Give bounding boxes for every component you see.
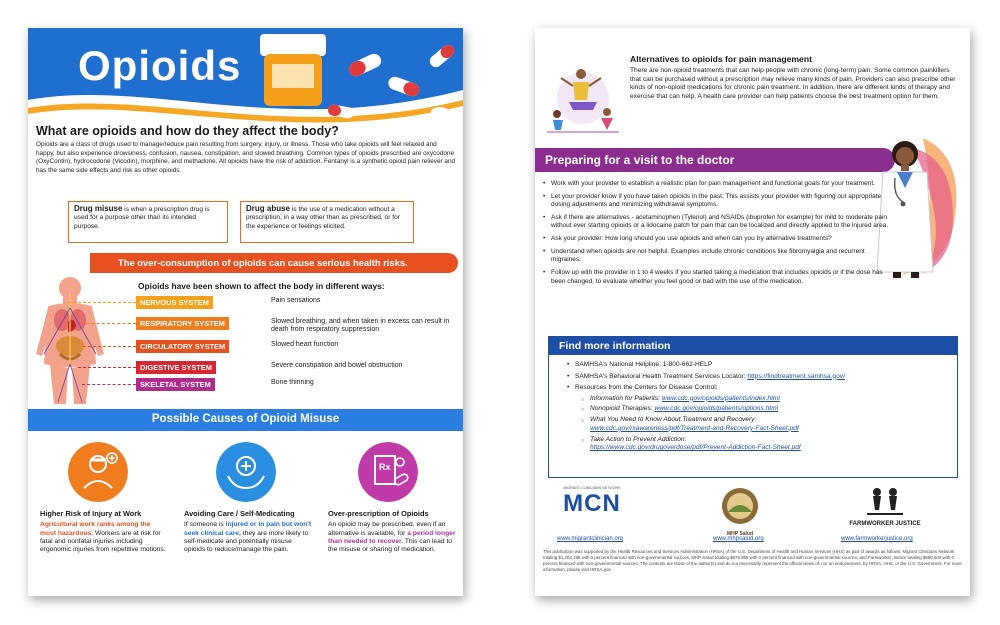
mhp-salud-logo <box>710 486 770 537</box>
intro-paragraph: Opioids are a class of drugs used to manage/reduce pain resulting from surgery, injury, or illness. Those who take opioids will feel relaxed and happy, but also experience drowsiness, confusion, nausea, constipation, and slowed breathing. Common types of opioids prescribed are oxycodone (OxyContin), hydrocodone (Vicodin), morphine, and methadone. All opioids have the risk of addiction. Fentanyl is a synthetic opioid pain reliever and has the same side effects and risk as other opioids. <box>36 141 456 174</box>
page-title: Opioids <box>78 42 242 89</box>
mhp-salud-url-link[interactable]: www.mhpsalud.org <box>713 536 764 542</box>
abuse-def: is the use of a medication without a prescription, in a way other than as prescribed, or for the experience or feelings elicited. <box>246 206 400 230</box>
svg-text:Rx: Rx <box>379 462 391 472</box>
doctor-visit-tips <box>543 180 891 291</box>
misuse-term: Drug misuse <box>74 204 123 213</box>
prescription-pills-icon <box>358 442 418 502</box>
cdc-link[interactable]: www.cdc.gov/opioids/patients/index.html <box>661 394 780 402</box>
cdc-link-label: Information for Patients: <box>590 394 662 402</box>
body-system-label: DIGESTIVE SYSTEM <box>136 361 216 374</box>
more-information-box <box>548 336 958 478</box>
body-system-label: CIRCULATORY SYSTEM <box>136 340 229 353</box>
tip-item: • Understand when opioids are not helpful. Examples include chronic conditions like fibromyalgia and recurrent migraines. <box>543 248 891 265</box>
body-system-effect: Slowed breathing, and when taken in excess can result in death from respiratory suppression <box>271 318 450 334</box>
cause-self-medicating-text: they are more likely to self-medicate and potentially misuse opioids to reduce/manage the pain. <box>184 529 309 554</box>
bottle-cap <box>260 34 326 56</box>
cdc-label: Resources from the Centers for Disease Control: <box>575 384 718 391</box>
cdc-link-item <box>581 436 947 453</box>
cdc-link-item <box>581 395 947 404</box>
body-system-label: NERVOUS SYSTEM <box>136 296 213 309</box>
locator-link[interactable]: https://findtreatment.samhsa.gov/ <box>747 372 845 380</box>
mhp-salud-wordmark: MHP Salud <box>726 531 754 537</box>
leader-line <box>86 323 136 324</box>
cdc-item <box>567 384 947 453</box>
resource-list <box>567 361 947 456</box>
cause-over-prescription-title: Over-prescription of Opioids <box>328 509 429 518</box>
tip-item: • Ask if there are alternatives - acetaminophen (Tylenol) and NSAIDs (ibuprofen for example) for mild to moderate pain without ever starting opioids or a lidocaine patch for pain that can be localized and directly applied to the injured area. <box>543 214 891 231</box>
cdc-link[interactable]: https://www.cdc.gov/drugoverdose/pdf/Prevent-Addiction-Fact-Sheet.pdf <box>590 444 801 452</box>
flyer-page-back <box>535 28 970 596</box>
hero-banner <box>28 28 463 128</box>
health-risk-banner: The over-consumption of opioids can cause serious health risks. <box>90 253 458 273</box>
helpline-item: • SAMHSA's National Helpline: 1-800-662-HELP <box>567 361 947 370</box>
cdc-link[interactable]: www.cdc.gov/opioids/patients/options.html <box>654 405 779 413</box>
section-question-heading: What are opioids and how do they affect the body? <box>36 124 339 138</box>
farmworker-justice-logo <box>845 486 925 527</box>
body-system-effect: Slowed heart function <box>271 341 339 348</box>
farmworker-figures-icon <box>865 486 905 516</box>
leader-line <box>82 384 136 385</box>
alternatives-paragraph: There are non-opioid treatments that can help people with chronic (long-term) pain. Some common painkillers that can be purchased without a prescription may relieve many kinds of pain. Providers can also prescribe other kinds of non-opioid medications for chronic pain treatment. In addition, there are different kinds of therapy and exercise that can help. A health care provider can help patients choose the best treatment option for them. <box>630 67 956 101</box>
mcn-tagline: MIGRANT CLINICIANS NETWORK <box>563 486 621 490</box>
more-information-heading: Find more information <box>549 337 957 355</box>
cdc-link[interactable]: www.cdc.gov/rxawareness/pdf/Treatment-and-Recovery-Fact-Sheet.pdf <box>590 424 799 432</box>
cdc-link-item <box>581 405 947 414</box>
locator-label: SAMHSA's Behavioral Health Treatment Services Locator: <box>575 372 748 380</box>
abuse-term: Drug abuse <box>246 204 291 213</box>
cdc-link-label: Take Action to Prevent Addiction: <box>590 435 687 443</box>
cause-self-medicating-title: Avoiding Care / Self-Medicating <box>184 509 295 518</box>
cause-over-prescription-pre: An opioid may be prescribed, even if an alternative is available, for <box>328 521 446 537</box>
exercise-therapy-icon <box>543 62 623 134</box>
flyer-page-front <box>28 28 463 596</box>
cause-over-prescription-text: This can lead to the misuse or sharing of medication. <box>328 537 453 554</box>
cause-over-prescription-highlight: a period longer than needed to recover. <box>328 529 456 545</box>
body-system-effect: Bone thinning <box>271 379 314 386</box>
locator-item <box>567 373 947 382</box>
leader-line <box>68 302 136 303</box>
cause-self-medicating <box>184 510 312 554</box>
cdc-link-label: What You Need to Know About Treatment and Recovery: <box>590 416 757 424</box>
leader-line <box>83 346 136 347</box>
body-system-label: RESPIRATORY SYSTEM <box>136 317 229 330</box>
causes-banner: Possible Causes of Opioid Misuse <box>28 409 463 431</box>
farmworker-justice-url-link[interactable]: www.farmworkerjustice.org <box>841 536 913 542</box>
human-anatomy-icon <box>30 274 140 406</box>
body-system-effect: Pain sensations <box>271 297 321 304</box>
tip-item: • Follow up with the provider in 1 to 4 weeks if you started taking a medication that includes opioids or if the dose has been changed, to evaluate whether you feel good or bad with the use of the medication. <box>543 269 891 286</box>
body-system-effect: Severe constipation and bowel obstruction <box>271 362 403 369</box>
tip-item: • Let your provider know if you have taken opioids in the past. This assists your provider with figuring out appropriate dosing adjustments and minimizing withdrawal symptoms. <box>543 193 891 210</box>
mcn-wordmark: MCN <box>563 490 621 517</box>
mhp-salud-seal-icon <box>720 486 760 526</box>
cdc-link-label: Nonopioid Therapies: <box>590 405 655 413</box>
body-system-label: SKELETAL SYSTEM <box>136 378 215 391</box>
injured-worker-icon <box>68 442 128 502</box>
leader-line <box>78 367 136 368</box>
doctor-visit-banner: Preparing for a visit to the doctor <box>535 148 895 172</box>
tip-item: • Work with your provider to establish a realistic plan for pain management and functional goals for your treatment. <box>543 180 891 188</box>
cause-injury-title: Higher Risk of Injury at Work <box>40 509 142 518</box>
cause-over-prescription <box>328 510 456 554</box>
drug-abuse-definition <box>240 201 414 243</box>
drug-misuse-definition <box>68 201 228 243</box>
cause-injury-highlight: Agricultural work ranks among the most hazardous. <box>40 521 151 537</box>
tip-item: • Ask your provider: How long should you use opioids and when can you try alternative treatments? <box>543 235 891 243</box>
mcn-logo <box>549 486 635 518</box>
cause-self-medicating-pre: If someone is <box>184 521 226 529</box>
cdc-link-item <box>581 416 947 433</box>
cause-self-medicating-highlight: injured or in pain but won't seek clinical care, <box>184 521 312 537</box>
funding-disclaimer: This publication was supported by the Health Resources and Services Administration (HRSA) of the U.S. Department of Health and Human Services (HHS) as part of awards as follows: Migrant Clinicians Network totaling $1,204,198 with 0 percent financed with non-governmental sources, MHP Salud totaling $675,959 with 0 percent financed with non-governmental sources, and Farmworker Justice totaling $550,000 with 0 percent financed with non-governmental sources. The contents are those of the author(s) and do not necessarily represent the official views of, nor an endorsement, by HRSA, HHS, or the U.S. Government. For more information, please visit HRSA.gov. <box>543 549 962 572</box>
cause-injury <box>40 510 168 554</box>
misuse-def: is when a prescription drug is used for a purpose other than its intended purpose. <box>74 206 210 230</box>
mcn-url-link[interactable]: www.migrantclinician.org <box>557 536 624 542</box>
body-effects-heading: Opioids have been shown to affect the body in different ways: <box>138 281 385 291</box>
cause-injury-text: Workers are at risk for fatal and nonfatal injuries including ergonomic injuries from repetitive motions. <box>40 529 166 554</box>
alternatives-heading: Alternatives to opioids for pain management <box>630 54 812 64</box>
farmworker-justice-wordmark: FARMWORKER JUSTICE <box>849 521 921 527</box>
cdc-links <box>575 395 947 453</box>
caring-hands-icon <box>216 442 276 502</box>
